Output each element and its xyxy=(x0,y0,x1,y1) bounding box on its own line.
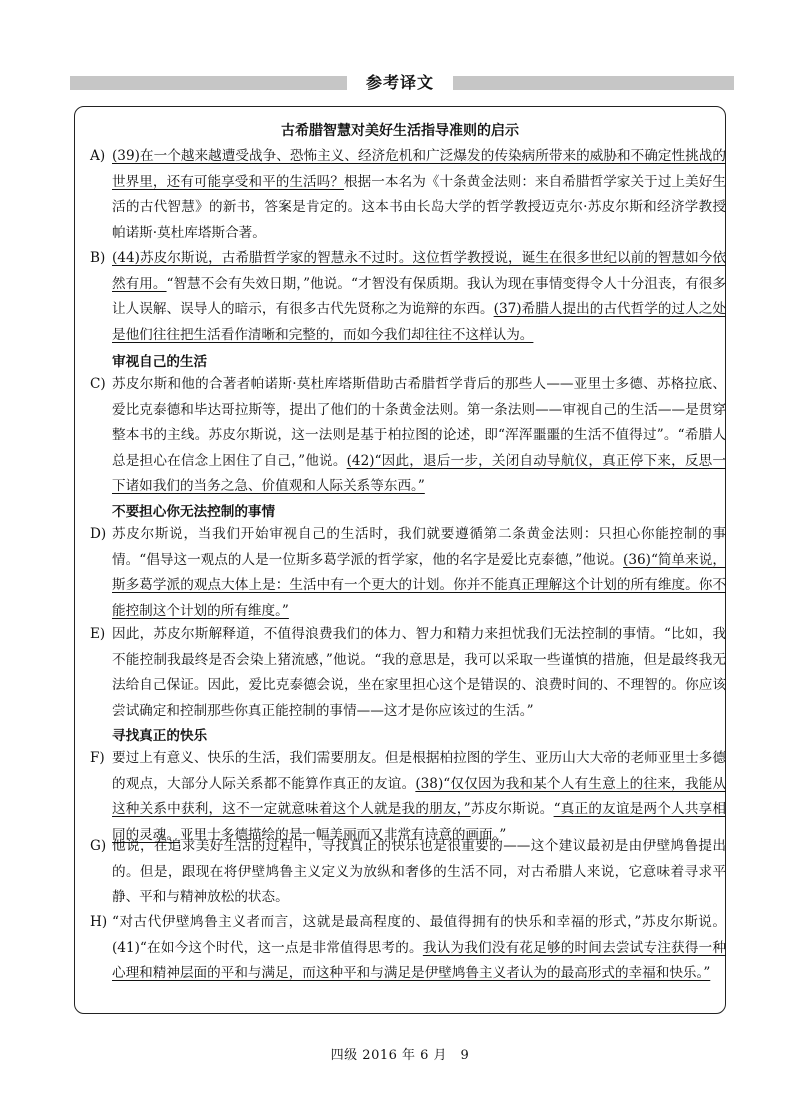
paragraph-text: 苏皮尔斯和他的合著者帕诺斯·莫杜库塔斯借助古希腊哲学背后的那些人——亚里士多德、苏格拉底、爱比克泰德和毕达哥拉斯等，提出了他们的十条黄金法则。第一条法则——审视自己的生活——是贯穿整本书的主线。苏皮尔斯说，这一法则是基于柏拉图的论述，即“浑浑噩噩的生活不值得过”。“希腊人总是担心在信念上困住了自己，”他说。 xyxy=(112,376,726,469)
page-title: 古希腊智慧对美好生活指导准则的启示 xyxy=(281,123,519,139)
paragraph-letter: D) xyxy=(90,526,107,542)
paragraph-letter: G) xyxy=(90,838,107,854)
underlined-sentence-41: 我认为我们没有花足够的时间去尝试专注获得一种心理和精神层面的平和与满足，而这种平和与满足是伊壁鸠鲁主义者认为的最高形式的幸福和快乐。” xyxy=(112,939,727,982)
paragraph-h xyxy=(90,910,726,987)
paragraph-d xyxy=(90,522,726,624)
paragraph-text: 苏皮尔斯说，当我们开始审视自己的生活时，我们就要遵循第二条黄金法则：只担心你能控制的事情。“倡导这一观点的人是一位斯多葛学派的哲学家，他的名字是爱比克泰德，”他说。 xyxy=(112,526,726,568)
subheading-dont-worry: 不要担心你无法控制的事情 xyxy=(112,504,276,520)
paragraph-text: 根据一本名为《十条黄金法则：来自希腊哲学家关于过上美好生活的古代智慧》的新书，答案是肯定的。这本书由长岛大学的哲学教授迈克尔·苏皮尔斯和经济学教授帕诺斯·莫杜库塔斯合著。 xyxy=(112,173,727,241)
section-header: 参考译文 xyxy=(347,69,453,97)
subheading-examine-life: 审视自己的生活 xyxy=(112,354,208,370)
paragraph-text: (41)“在如今这个时代，这一点是非常值得思考的。 xyxy=(112,939,423,956)
paragraph-text: 因此，苏皮尔斯解释道，不值得浪费我们的体力、智力和精力来担忧我们无法控制的事情。“比如，我不能控制我最终是否会染上猪流感，”他说。“我的意思是，我可以采取一些谨慎的措施，但是最终我无法给自己保证。因此，爱比克泰德会说，坐在家里担心这个是错误的、浪费时间的、不理智的。 xyxy=(112,626,726,694)
paragraph-letter: E) xyxy=(90,626,106,642)
paragraph-g xyxy=(90,834,726,911)
paragraph-text: 苏皮尔斯说。 xyxy=(470,801,554,818)
page-footer: 四级 2016 年 6 月 9 xyxy=(330,1048,470,1063)
paragraph-text: 要过上有意义、快乐的生活，我们需要朋友。但是根据柏拉图的学生、亚历山大大帝的老师亚里士多德的观点，大部分人际关系都不能算作真正的友谊。 xyxy=(112,750,726,792)
underlined-sentence-38: (38)“仅仅因为我和某个人有生意上的往来，我能从这种关系中获利，这不一定就意味着这个人就是我的朋友，” xyxy=(112,775,726,818)
paragraph-text: 你应该尝试确定和控制那些你真正能控制的事情——这才是你应该过的生活。” xyxy=(112,677,727,719)
paragraph-c xyxy=(90,372,726,500)
subheading-true-happiness: 寻找真正的快乐 xyxy=(112,728,208,744)
paragraph-text: “智慧不会有失效日期，”他说。“才智没有保质期。我认为现在事情变得令人十分沮丧，有很多让人误解、误导人的暗示，有很多古代先贤称之为诡辩的东西。 xyxy=(112,275,727,318)
underlined-sentence-44: (44)苏皮尔斯说，古希腊哲学家的智慧永不过时。这位哲学教授说，诞生在很多世纪以前的智慧如今依然有用。 xyxy=(112,250,726,292)
underlined-sentence-37: (37)希腊人提出的古代哲学的过人之处是他们往往把生活看作清晰和完整的，而如今我们却往往不这样认为。 xyxy=(112,301,726,343)
underlined-sentence-39: (39)在一个越来越遭受战争、恐怖主义、经济危机和广泛爆发的传染病所带来的威胁和不确定性挑战的世界里，还有可能享受和平的生活吗？ xyxy=(112,148,726,190)
paragraph-b xyxy=(90,246,726,348)
paragraph-letter: F) xyxy=(90,750,105,766)
paragraph-text: 他说，在追求美好生活的过程中，寻找真正的快乐也是很重要的——这个建议最初是由伊壁鸠鲁提出的。但是，跟现在将伊壁鸠鲁主义定义为放纵和奢侈的生活不同，对古希腊人来说，它意味着寻求平静、平和与精神放松的状态。 xyxy=(112,838,726,906)
paragraph-letter: B) xyxy=(90,250,106,266)
paragraph-letter: H) xyxy=(90,914,108,930)
paragraph-letter: C) xyxy=(90,376,106,392)
paragraph-text: “对古代伊壁鸠鲁主义者而言，这就是最高程度的、最值得拥有的快乐和幸福的形式，”苏皮尔斯说。 xyxy=(112,914,726,930)
paragraph-e xyxy=(90,622,726,724)
underlined-sentence-36: (36)“简单来说，斯多葛学派的观点大体上是：生活中有一个更大的计划。你并不能真正理解这个计划的所有维度。你不能控制这个计划的所有维度。” xyxy=(112,551,726,619)
paragraph-a xyxy=(90,144,726,246)
paragraph-letter: A) xyxy=(90,148,106,164)
underlined-sentence-42: (42)“因此，退后一步，关闭自动导航仪，真正停下来，反思一下诸如我们的当务之急、价值观和人际关系等东西。” xyxy=(112,452,726,495)
paragraph-text: 亚里士多德描绘的是一幅美丽而又非常有诗意的画面。” xyxy=(179,826,507,843)
underlined-sentence-friendship: “真正的友谊是两个人共享相同的灵魂。 xyxy=(112,801,727,843)
